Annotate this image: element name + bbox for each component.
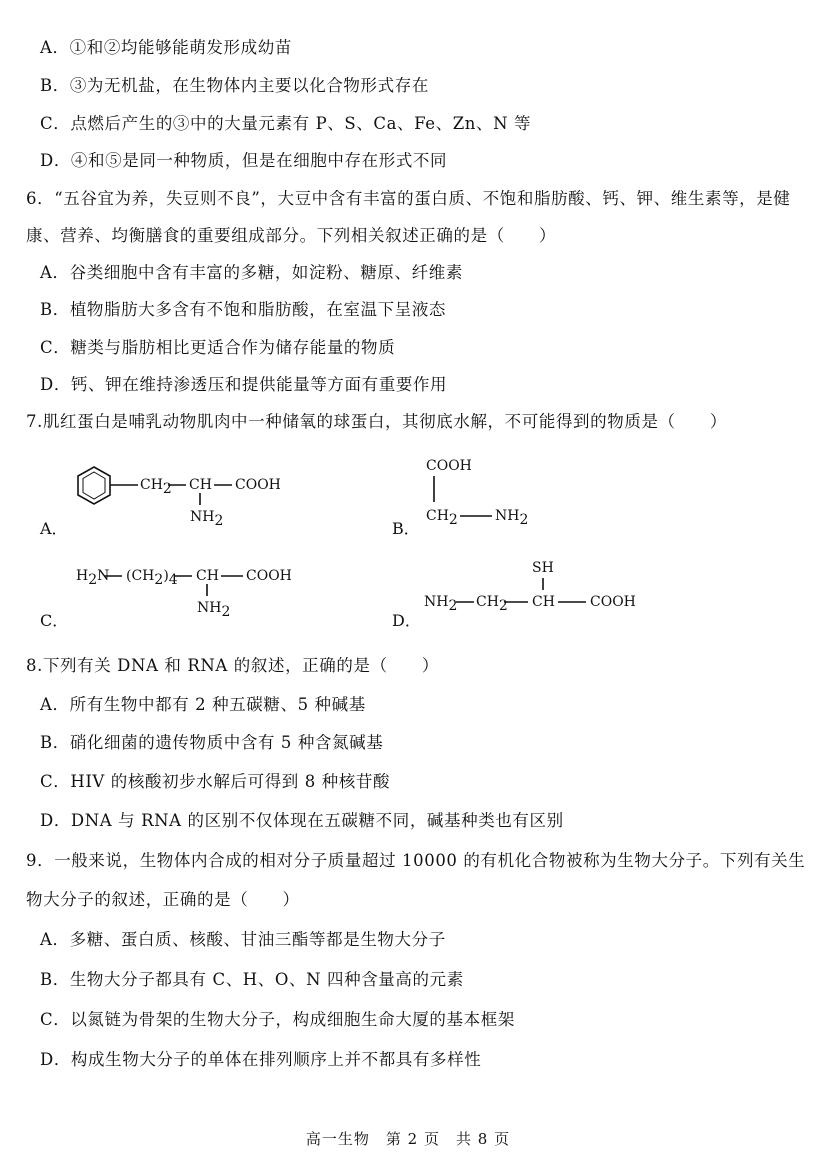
q7-label-d: D． — [392, 611, 421, 630]
svg-text:CH: CH — [189, 477, 212, 493]
q8-option-a: A．所有生物中都有 2 种五碳糖、5 种碱基 — [40, 695, 366, 714]
page-footer: 高一生物 第 2 页 共 8 页 — [305, 1130, 511, 1148]
q7-label-c: C． — [40, 611, 69, 630]
q9-option-b: B．生物大分子都具有 C、H、O、N 四种含量高的元素 — [40, 970, 464, 989]
q7-label-a: A． — [40, 519, 68, 538]
svg-text:NH2: NH2 — [190, 509, 224, 529]
q8-option-d: D．DNA 与 RNA 的区别不仅体现在五碳糖不同，碱基种类也有区别 — [40, 811, 564, 830]
q6-stem-line2: 康、营养、均衡膳食的重要组成部分。下列相关叙述正确的是（ ） — [26, 226, 557, 245]
q8-stem: 8.下列有关 DNA 和 RNA 的叙述，正确的是（ ） — [26, 656, 439, 675]
svg-text:CH2: CH2 — [426, 508, 458, 528]
q9-stem-line1: 9．一般来说，生物体内合成的相对分子质量超过 10000 的有机化合物被称为生物大分子。下列有关生 — [26, 851, 806, 870]
q7-structure-d — [424, 552, 644, 622]
q5-option-b: B．③为无机盐，在生物体内主要以化合物形式存在 — [40, 76, 429, 95]
q9-option-c: C．以氮链为骨架的生物大分子，构成细胞生命大厦的基本框架 — [40, 1010, 515, 1029]
q9-option-a: A．多糖、蛋白质、核酸、甘油三酯等都是生物大分子 — [40, 930, 446, 949]
svg-text:NH2: NH2 — [495, 508, 529, 528]
svg-text:CH: CH — [532, 594, 555, 610]
svg-text:H2N: H2N — [76, 568, 110, 588]
q7-structure-a — [70, 455, 290, 535]
q5-option-a: A．①和②均能够能萌发形成幼苗 — [40, 38, 292, 57]
svg-text:COOH: COOH — [426, 458, 472, 474]
q7-stem: 7.肌红蛋白是哺乳动物肌肉中一种储氧的球蛋白，其彻底水解，不可能得到的物质是（ ） — [26, 412, 727, 431]
svg-text:COOH: COOH — [235, 477, 281, 493]
q8-option-b: B．硝化细菌的遗传物质中含有 5 种含氮碱基 — [40, 733, 384, 752]
q6-option-c: C．糖类与脂肪相比更适合作为储存能量的物质 — [40, 338, 396, 357]
svg-text:NH2: NH2 — [197, 600, 231, 620]
q5-option-c: C．点燃后产生的③中的大量元素有 P、S、Ca、Fe、Zn、N 等 — [40, 114, 532, 133]
svg-text:CH2: CH2 — [476, 594, 508, 614]
q9-option-d: D．构成生物大分子的单体在排列顺序上并不都具有多样性 — [40, 1050, 482, 1069]
svg-text:(CH2)4: (CH2)4 — [126, 568, 178, 588]
svg-text:COOH: COOH — [590, 594, 636, 610]
q8-option-c: C．HIV 的核酸初步水解后可得到 8 种核苷酸 — [40, 772, 391, 791]
q9-stem-line2: 物大分子的叙述，正确的是（ ） — [26, 890, 300, 909]
q6-stem-line1: 6．“五谷宜为养，失豆则不良”，大豆中含有丰富的蛋白质、不饱和脂肪酸、钙、钾、维生素等，是健 — [26, 189, 791, 208]
svg-text:CH2: CH2 — [140, 477, 172, 497]
svg-text:NH2: NH2 — [424, 594, 458, 614]
svg-text:CH: CH — [196, 568, 219, 584]
q6-option-b: B．植物脂肪大多含有不饱和脂肪酸，在室温下呈液态 — [40, 300, 447, 319]
q7-structure-b — [420, 452, 550, 532]
q6-option-d: D．钙、钾在维持渗透压和提供能量等方面有重要作用 — [40, 375, 448, 394]
q7-structure-c — [76, 558, 296, 628]
svg-text:SH: SH — [532, 560, 554, 576]
svg-text:COOH: COOH — [246, 568, 292, 584]
q5-option-d: D．④和⑤是同一种物质，但是在细胞中存在形式不同 — [40, 151, 448, 170]
q6-option-a: A．谷类细胞中含有丰富的多糖，如淀粉、糖原、纤维素 — [40, 263, 463, 282]
q7-label-b: B． — [392, 519, 420, 538]
